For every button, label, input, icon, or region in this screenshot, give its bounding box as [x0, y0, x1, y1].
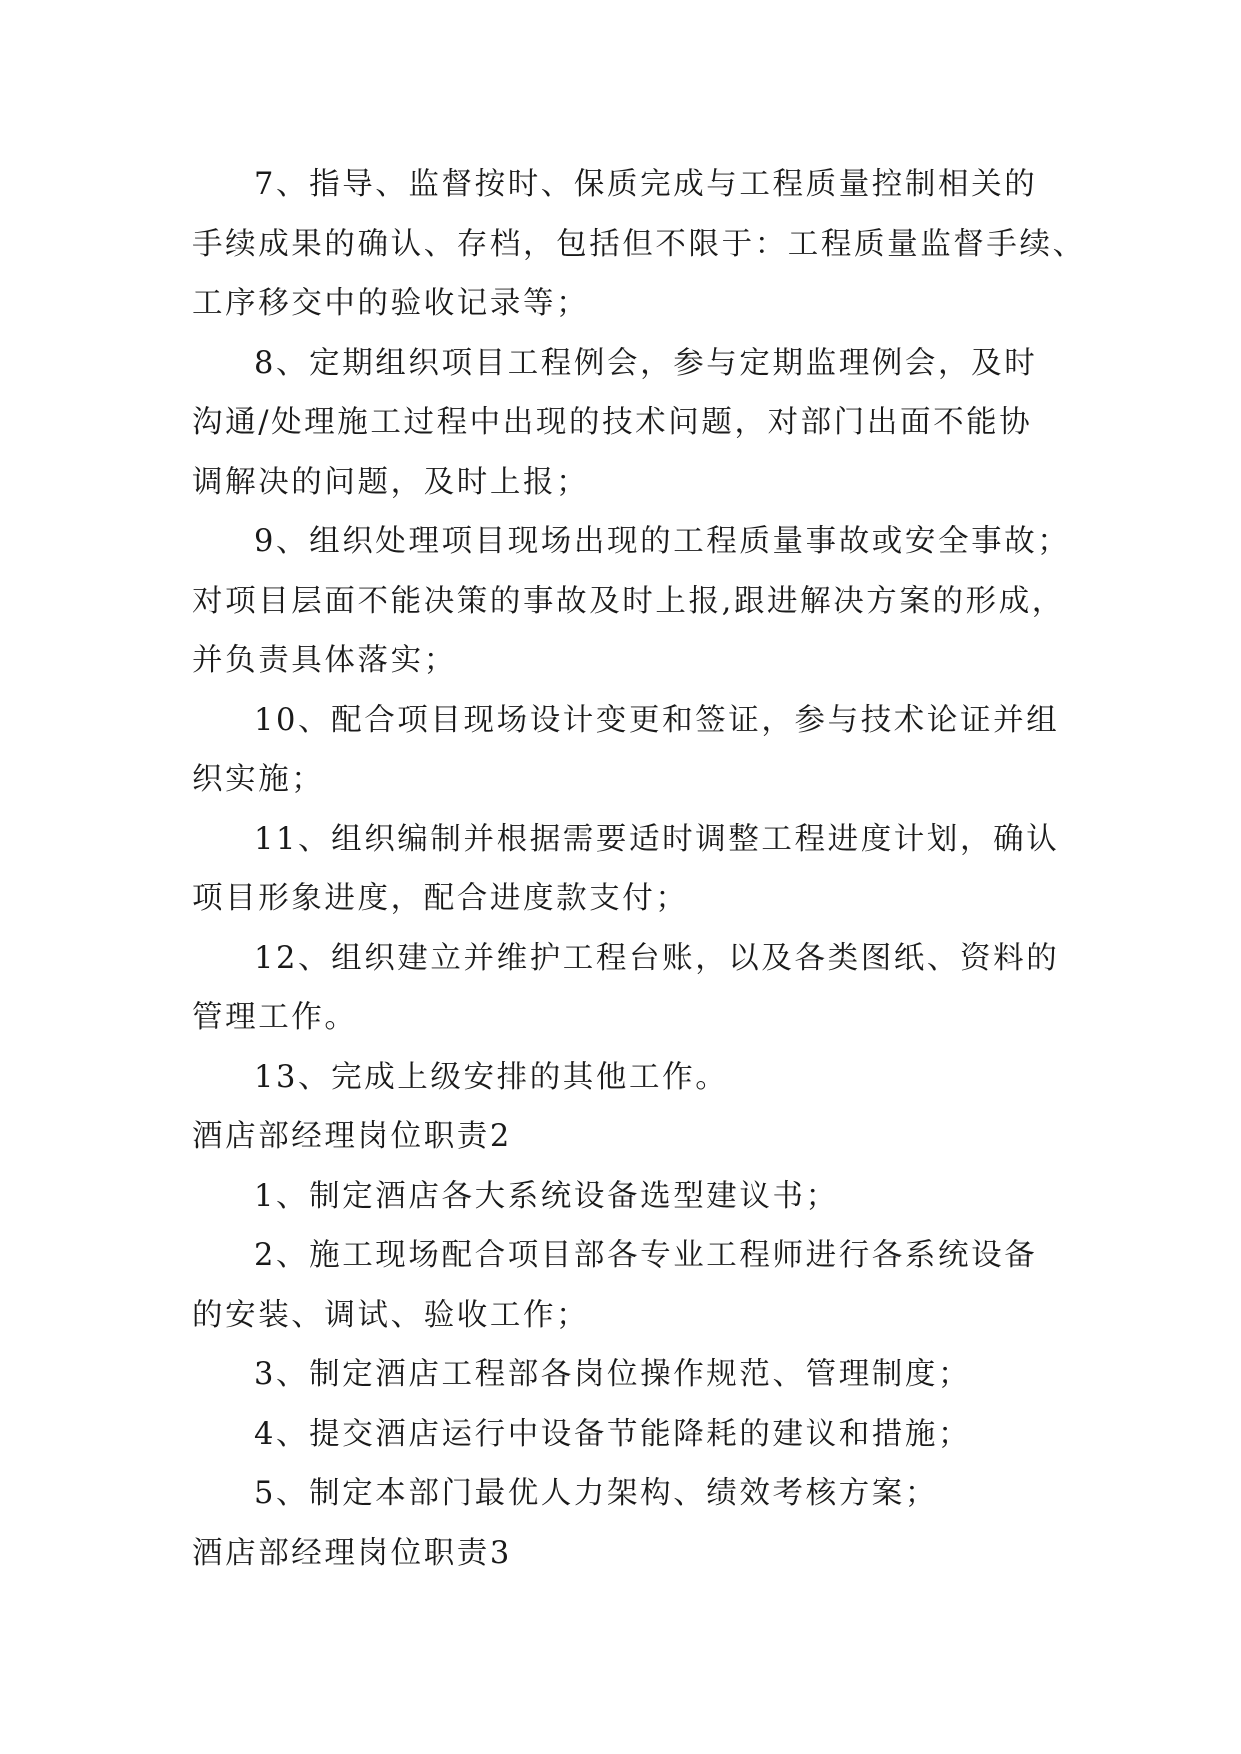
text-line: 4、提交酒店运行中设备节能降耗的建议和措施；: [254, 1416, 972, 1452]
text-line: 工序移交中的验收记录等；: [192, 286, 590, 321]
duty-item-4: [192, 1405, 1060, 1465]
text-line: 12、组织建立并维护工程台账，以及各类图纸、资料的: [254, 940, 1060, 976]
duty-item-7: [192, 155, 1086, 334]
duty-item-1: [192, 1167, 1060, 1227]
text-line: 11、组织编制并根据需要适时调整工程进度计划，确认: [254, 821, 1060, 857]
text-line: 1、制定酒店各大系统设备选型建议书；: [254, 1178, 839, 1214]
text-line: 8、定期组织项目工程例会，参与定期监理例会，及时: [254, 345, 1038, 381]
duty-item-5: [192, 1464, 1060, 1524]
duty-item-12: [192, 929, 1060, 1048]
section-heading-3: 酒店部经理岗位职责3: [192, 1535, 512, 1571]
duty-item-9: [192, 512, 1071, 691]
text-line: 7、指导、监督按时、保质完成与工程质量控制相关的: [254, 167, 1038, 202]
document-page: [192, 155, 1086, 1583]
text-line: 手续成果的确认、存档，包括但不限于：工程质量监督手续、: [192, 226, 1086, 262]
text-line: 织实施；: [192, 762, 325, 797]
duty-item-3: [192, 1345, 1060, 1405]
duty-item-2: [192, 1226, 1060, 1345]
duty-item-8: [192, 334, 1060, 513]
duty-item-11: [192, 810, 1060, 929]
text-line: 2、施工现场配合项目部各专业工程师进行各系统设备: [254, 1238, 1038, 1273]
text-line: 调解决的问题，及时上报；: [192, 464, 590, 500]
text-line: 管理工作。: [192, 1000, 358, 1035]
section-heading-2: 酒店部经理岗位职责2: [192, 1119, 512, 1154]
duty-item-13: [192, 1048, 1060, 1108]
text-line: 对项目层面不能决策的事故及时上报,跟进解决方案的形成，: [192, 583, 1065, 619]
text-line: 项目形象进度，配合进度款支付；: [192, 881, 689, 916]
text-line: 并负责具体落实；: [192, 643, 457, 678]
duty-item-10: [192, 691, 1060, 810]
text-line: 的安装、调试、验收工作；: [192, 1297, 590, 1333]
text-line: 5、制定本部门最优人力架构、绩效考核方案；: [254, 1476, 939, 1511]
text-line: 沟通/处理施工过程中出现的技术问题，对部门出面不能协: [192, 405, 1033, 440]
text-line: 3、制定酒店工程部各岗位操作规范、管理制度；: [254, 1357, 972, 1392]
text-line: 13、完成上级安排的其他工作。: [254, 1059, 729, 1095]
text-line: 9、组织处理项目现场出现的工程质量事故或安全事故；: [254, 524, 1071, 559]
text-line: 10、配合项目现场设计变更和签证，参与技术论证并组: [254, 702, 1060, 738]
